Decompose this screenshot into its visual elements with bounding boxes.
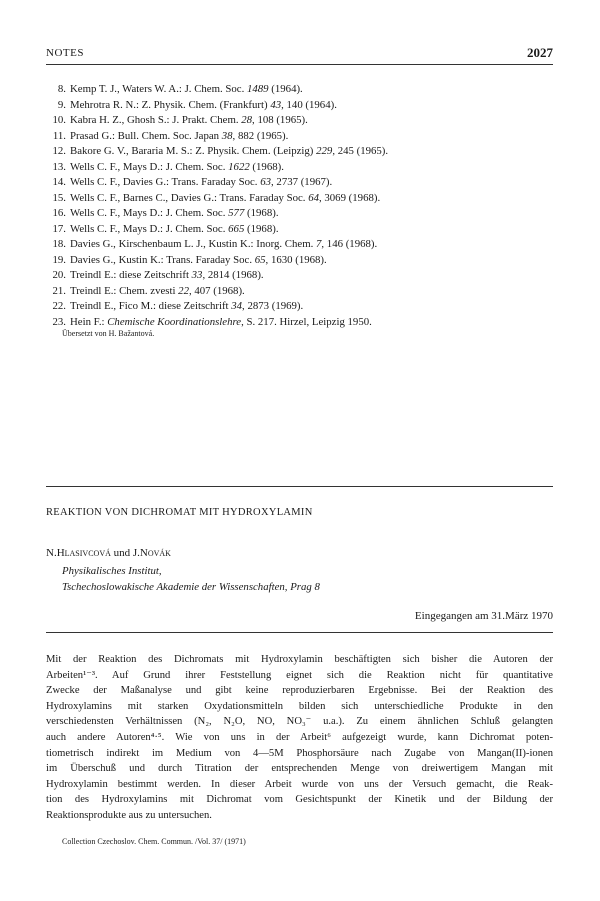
reference-number: 17.	[52, 222, 66, 235]
reference-text: Davies G., Kirschenbaum L. J., Kustin K.: Inorg. Chem. 7, 146 (1968).	[70, 238, 378, 250]
journal-footer: Collection Czechoslov. Chem. Commun. /Vol. 37/ (1971)	[62, 837, 246, 846]
author1-name: Hlasivcová	[56, 547, 111, 559]
article-title: REAKTION VON DICHROMAT MIT HYDROXYLAMIN	[46, 507, 313, 518]
reference-number: 15.	[52, 191, 66, 204]
reference-item	[46, 222, 553, 238]
reference-number: 13.	[52, 160, 66, 173]
reference-text: Davies G., Kustin K.: Trans. Faraday Soc. 65, 1630 (1968).	[70, 253, 327, 266]
reference-item	[46, 268, 553, 284]
reference-item	[46, 129, 553, 145]
reference-text: Bakore G. V., Bararia M. S.: Z. Physik. Chem. (Leipzig) 229, 245 (1965).	[70, 145, 389, 157]
reference-text: Treindl E., Fico M.: diese Zeitschrift 34, 2873 (1969).	[70, 300, 304, 312]
reference-number: 23.	[52, 315, 66, 328]
reference-number: 11.	[52, 129, 66, 142]
author-join: und J.	[110, 547, 140, 559]
reference-text: Kemp T. J., Waters W. A.: J. Chem. Soc. 1489 (1964).	[70, 83, 303, 95]
reference-item	[46, 144, 553, 160]
reference-list	[46, 82, 553, 330]
reference-number: 18.	[52, 238, 66, 250]
reference-text: Kabra H. Z., Ghosh S.: J. Prakt. Chem. 28, 108 (1965).	[70, 114, 308, 126]
reference-item	[46, 160, 553, 176]
institution-line-1: Physikalisches Institut,	[62, 565, 162, 577]
reference-item	[46, 191, 553, 207]
reference-text: Wells C. F., Mays D.: J. Chem. Soc. 577 (1968).	[70, 207, 279, 219]
reference-number: 20.	[52, 269, 66, 281]
header-rule	[46, 64, 553, 65]
article-body	[46, 652, 553, 824]
reference-item	[46, 175, 553, 191]
body-line: auch andere Autoren⁴·⁵. Wie von uns in der Arbeit⁶ aufgezeigt wurde, kann Dichromat poten-	[46, 731, 553, 743]
reference-text: Treindl E.: Chem. zvesti 22, 407 (1968).	[70, 284, 245, 297]
body-line: verschiedensten Verhältnissen (N₂, N₂O, NO, NO₃⁻ u.a.). Zu einem ähnlichen Schluß gelangten	[46, 716, 553, 728]
author2-name: Novák	[139, 547, 171, 559]
reference-text: Hein F.: Chemische Koordinationslehre, S. 217. Hirzel, Leipzig 1950.	[70, 315, 372, 328]
body-line: im Überschuß und durch Titration der entsprechenden Menge von dreiwertigem Mangan mit	[46, 763, 553, 775]
reference-text: Wells C. F., Davies G.: Trans. Faraday Soc. 63, 2737 (1967).	[70, 176, 333, 188]
reference-text: Wells C. F., Mays D.: J. Chem. Soc. 665 (1968).	[70, 222, 279, 235]
reference-number: 16.	[52, 207, 66, 219]
section-label: NOTES	[46, 47, 84, 59]
reference-number: 19.	[52, 253, 66, 266]
reference-number: 21.	[52, 284, 66, 297]
body-line: Mit der Reaktion des Dichromats mit Hydroxylamin beschäftigten sich bisher die Autoren der	[46, 654, 553, 665]
page-number: 2027	[527, 45, 553, 60]
article-authors	[46, 547, 171, 559]
reference-number: 10.	[52, 114, 66, 126]
received-date: Eingegangen am 31.März 1970	[414, 610, 553, 622]
institution-line-2: Tschechoslowakische Akademie der Wissenschaften, Prag 8	[62, 581, 320, 593]
body-line: Arbeiten¹⁻³. Auf Grund ihrer Feststellung eignet sich die Reaktion nicht für quantitative	[46, 669, 553, 681]
body-line: Reaktionsprodukte aus zu untersuchen.	[46, 809, 212, 821]
reference-text: Prasad G.: Bull. Chem. Soc. Japan 38, 882 (1965).	[70, 129, 289, 142]
reference-item	[46, 315, 553, 331]
reference-number: 9.	[57, 98, 66, 111]
running-header	[46, 47, 553, 63]
reference-item	[46, 253, 553, 269]
reference-item	[46, 98, 553, 114]
reference-item	[46, 113, 553, 129]
reference-number: 12.	[52, 145, 66, 157]
body-line: tiometrisch indirekt im Medium von 4—5M Phosphorsäure nach Zugabe von Mangan(II)-ionen	[46, 747, 553, 759]
reference-text: Wells C. F., Barnes C., Davies G.: Trans. Faraday Soc. 64, 3069 (1968).	[70, 191, 381, 204]
reference-text: Mehrotra R. N.: Z. Physik. Chem. (Frankfurt) 43, 140 (1964).	[70, 98, 337, 111]
reference-item	[46, 206, 553, 222]
reference-item	[46, 299, 553, 315]
body-line: Hydroxylamin bestimmt werden. In dieser Arbeit wurde von uns der Versuch gemacht, die Reak-	[46, 778, 553, 790]
abstract-rule	[46, 632, 553, 633]
reference-number: 22.	[52, 300, 66, 312]
translator-note: Übersetzt von H. Bažantová.	[62, 329, 155, 338]
reference-item	[46, 284, 553, 300]
reference-item	[46, 237, 553, 253]
body-line: Hydroxylamins mit starken Oxydationsmitteln bilden sich unterschiedliche Produkte in den	[46, 700, 553, 712]
reference-item	[46, 82, 553, 98]
body-line: Zwecke der Maßanalyse und gibt keine reproduzierbaren Ergebnisse. Bei der Reaktion des	[46, 685, 553, 697]
body-line: tion des Hydroxylamins mit Dichromat vom Gesichtspunkt der Kinetik und der Bildung der	[46, 794, 553, 806]
reference-number: 14.	[52, 176, 66, 188]
reference-number: 8.	[57, 83, 66, 95]
reference-text: Treindl E.: diese Zeitschrift 33, 2814 (1968).	[70, 269, 264, 281]
author1-initial: N.	[46, 547, 57, 559]
reference-text: Wells C. F., Mays D.: J. Chem. Soc. 1622 (1968).	[70, 160, 284, 173]
section-divider	[46, 486, 553, 487]
